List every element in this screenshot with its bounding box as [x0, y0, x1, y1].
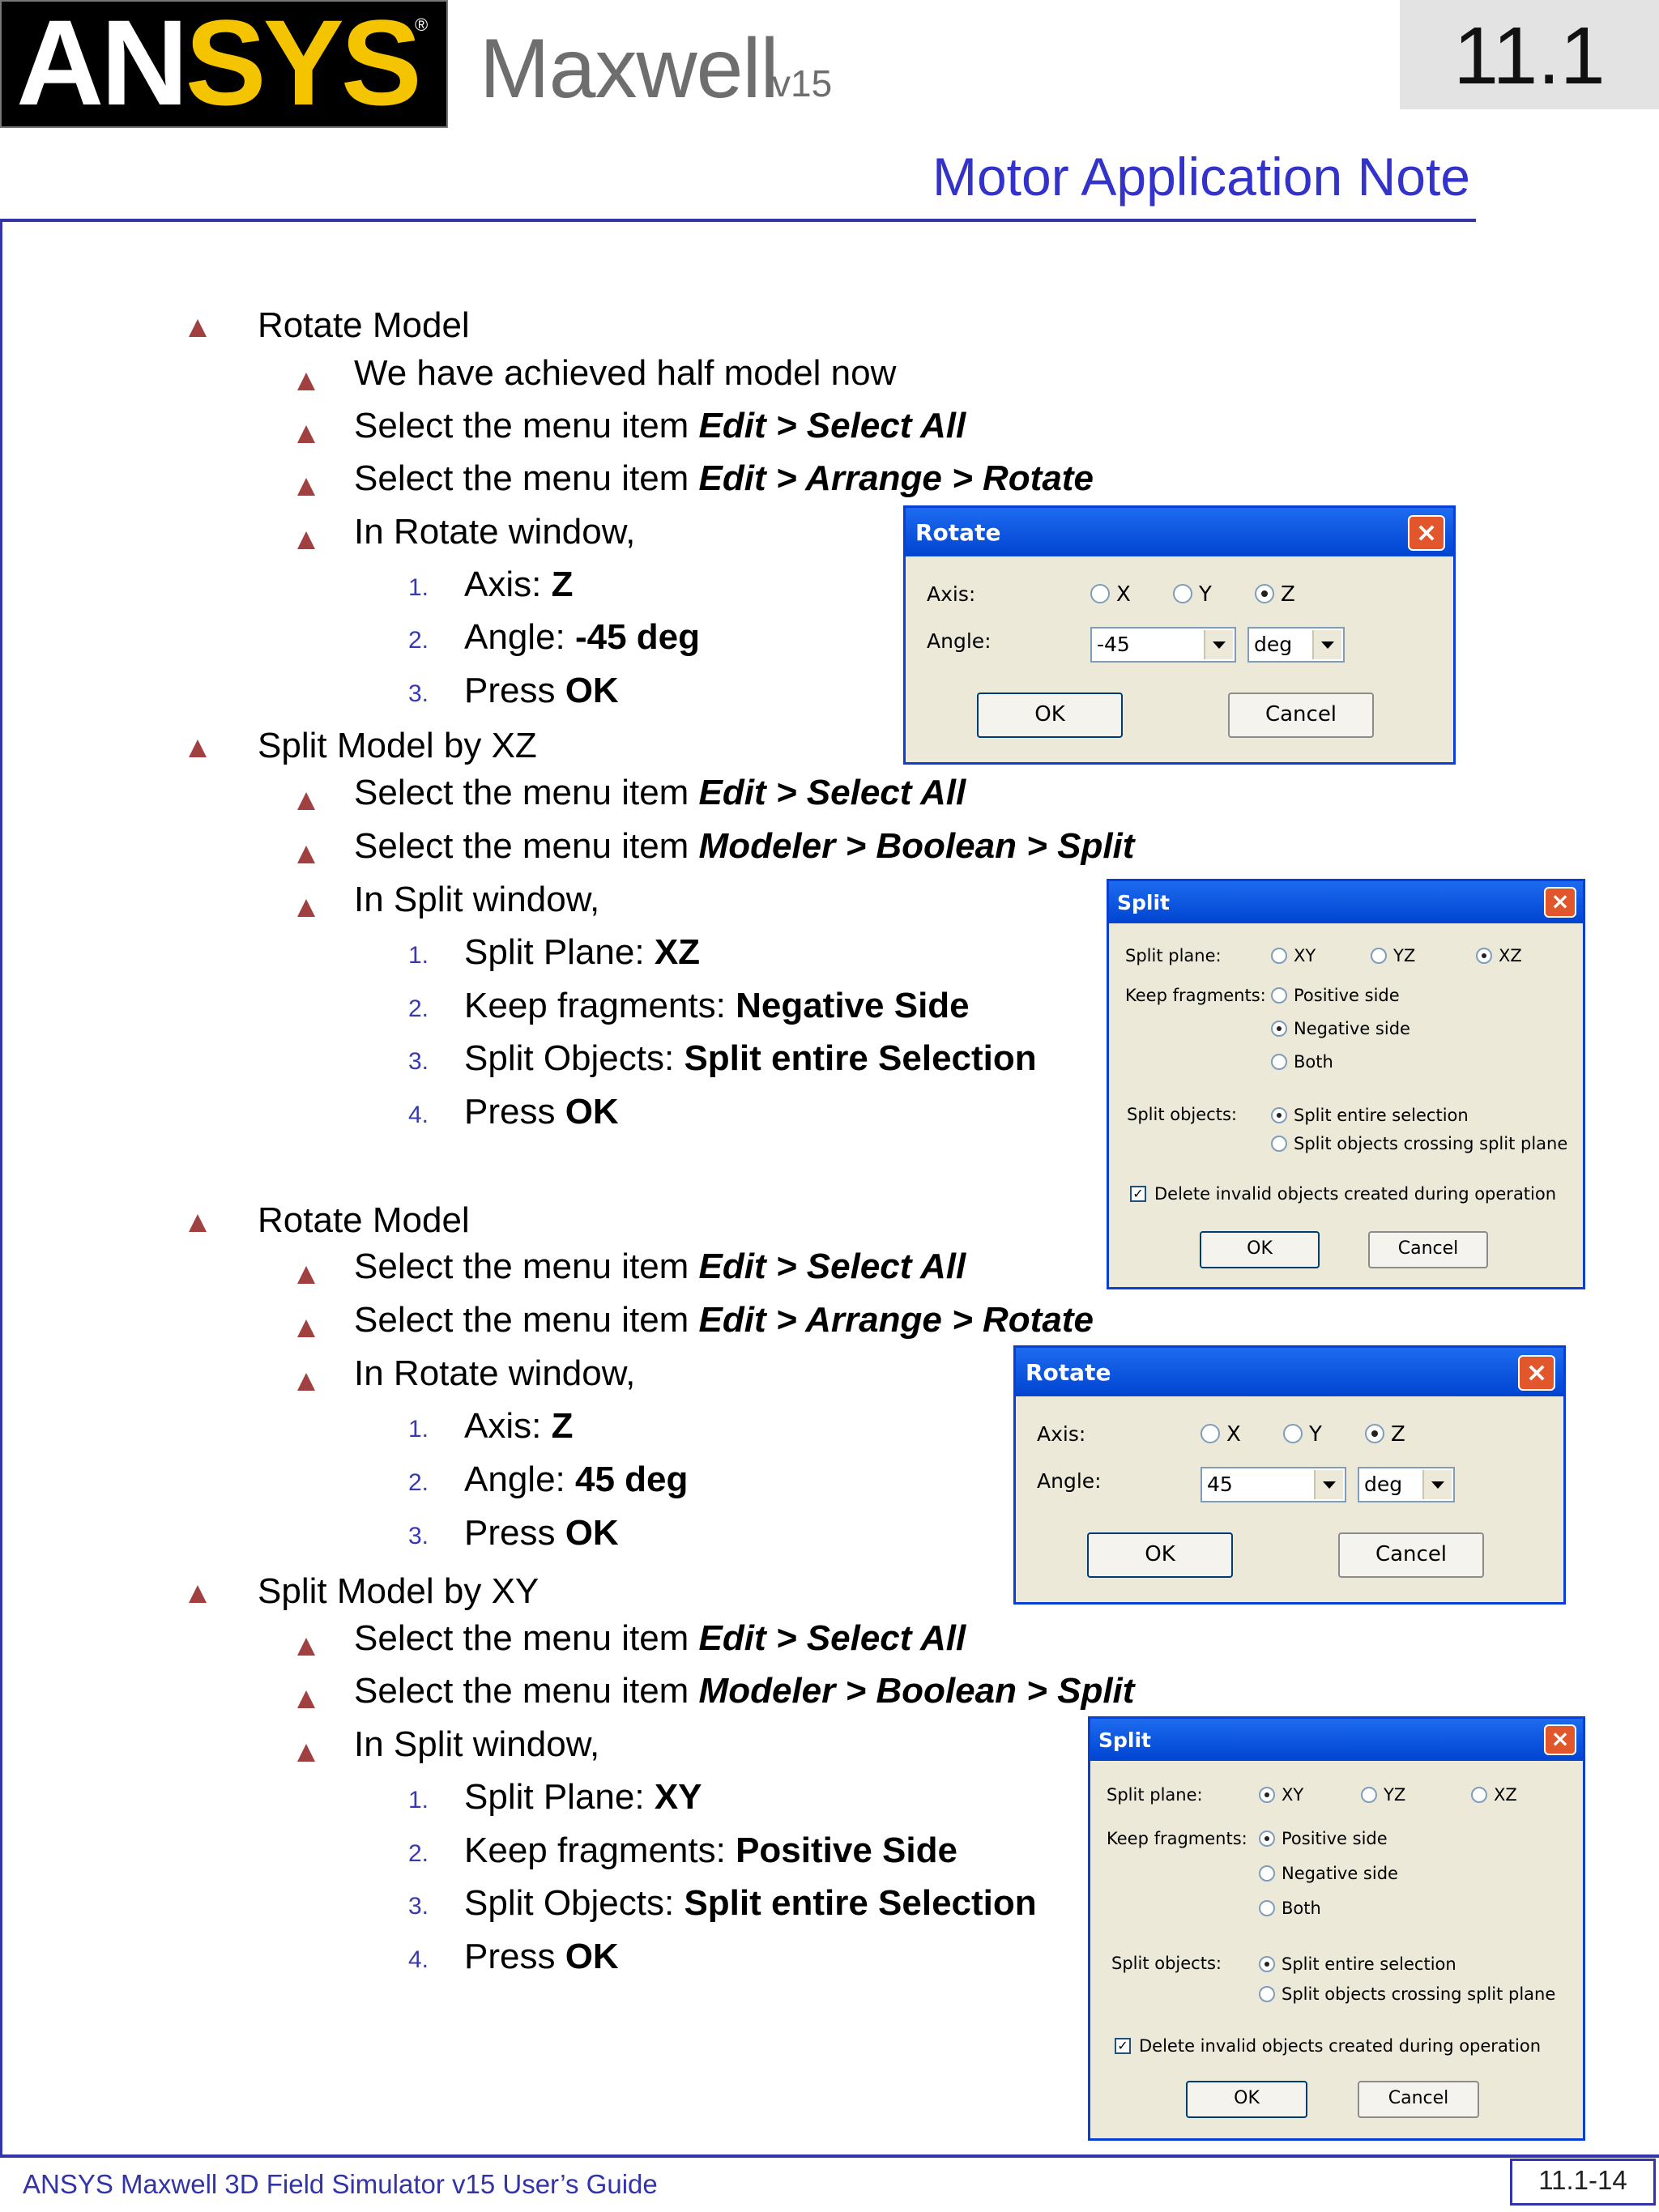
product-version: v15 — [772, 62, 833, 104]
section-title: Rotate Model — [258, 305, 470, 345]
axis-z-radio[interactable] — [1365, 1424, 1384, 1443]
step-number: 3. — [408, 680, 429, 707]
dialog-title: Split — [1098, 1728, 1151, 1752]
ok-button[interactable]: OK — [1200, 1231, 1320, 1268]
bullet-icon — [189, 319, 207, 337]
angle-field[interactable]: -45 — [1090, 627, 1236, 663]
close-icon[interactable]: × — [1408, 515, 1445, 551]
bullet-icon — [297, 1690, 315, 1708]
chevron-down-icon[interactable] — [1314, 1470, 1343, 1499]
bullet-icon — [189, 1585, 207, 1603]
angle-label: Angle: — [927, 629, 992, 653]
keep-both-radio[interactable] — [1259, 1900, 1275, 1916]
ansys-logo-text: ANSYS — [16, 0, 419, 130]
axis-y-label: Y — [1309, 1422, 1322, 1447]
keep-negative-radio[interactable] — [1271, 1021, 1287, 1037]
list-item: Select the menu item Modeler > Boolean > Split — [354, 1671, 1135, 1711]
bullet-icon — [297, 425, 315, 443]
split-dialog: Split × Split plane: XY YZ XZ Keep fragments: Positive side Negative side Both Split objects: Split entire selection Split objects crossing split plane ✓ Delete invalid objects created during operation OK Cancel — [1107, 879, 1585, 1289]
chevron-down-icon[interactable] — [1422, 1470, 1452, 1499]
step-item: Split Objects: Split entire Selection — [464, 1883, 1037, 1923]
menu-path: Modeler > Boolean > Split — [698, 1671, 1135, 1711]
footer-guide-title: ANSYS Maxwell 3D Field Simulator v15 User’s Guide — [23, 2169, 658, 2199]
dialog-title: Split — [1117, 891, 1170, 914]
bullet-icon — [297, 478, 315, 496]
dialog-titlebar — [1090, 1719, 1583, 1761]
bullet-icon — [189, 739, 207, 757]
plane-xy-radio[interactable] — [1259, 1787, 1275, 1803]
split-objects-label: Split objects: — [1111, 1954, 1222, 1973]
step-number: 1. — [408, 1787, 429, 1813]
header-divider — [0, 219, 1476, 222]
chevron-down-icon[interactable] — [1312, 630, 1341, 659]
axis-label: Axis: — [1037, 1422, 1086, 1446]
ok-button[interactable]: OK — [977, 693, 1123, 738]
unit-select[interactable]: deg — [1247, 627, 1345, 663]
rotate-dialog — [903, 505, 1456, 765]
rotate-dialog — [1013, 1345, 1566, 1605]
bullet-icon — [297, 1373, 315, 1391]
delete-invalid-label: Delete invalid objects created during operation — [1139, 2036, 1542, 2056]
bullet-icon — [297, 792, 315, 810]
menu-path: Edit > Select All — [698, 1618, 966, 1658]
cancel-button[interactable]: Cancel — [1358, 2081, 1479, 2118]
axis-z-radio[interactable] — [1255, 584, 1274, 603]
list-item: In Split window, — [354, 1724, 600, 1764]
menu-path: Edit > Select All — [698, 773, 966, 812]
close-icon[interactable]: × — [1544, 1724, 1576, 1755]
step-item: Keep fragments: Negative Side — [464, 986, 970, 1025]
page-title: Motor Application Note — [932, 147, 1470, 207]
step-number: 1. — [408, 1416, 429, 1443]
axis-x-radio[interactable] — [1201, 1424, 1220, 1443]
dialog-titlebar — [1016, 1348, 1563, 1396]
close-icon[interactable]: × — [1544, 887, 1576, 918]
step-number: 2. — [408, 1840, 429, 1867]
split-crossing-radio[interactable] — [1271, 1136, 1287, 1152]
step-number: 1. — [408, 574, 429, 601]
close-icon[interactable]: × — [1518, 1355, 1555, 1391]
bullet-icon — [297, 1266, 315, 1284]
step-item: Split Plane: XY — [464, 1777, 702, 1817]
menu-path: Modeler > Boolean > Split — [698, 826, 1135, 866]
step-item: Press OK — [464, 1092, 619, 1132]
plane-xy-radio[interactable] — [1271, 948, 1287, 964]
plane-yz-radio[interactable] — [1361, 1787, 1377, 1803]
page-number: 11.1-14 — [1538, 2165, 1627, 2195]
axis-y-radio[interactable] — [1283, 1424, 1303, 1443]
step-number: 4. — [408, 1102, 429, 1128]
dialog-title: Rotate — [1026, 1359, 1111, 1386]
section-title: Split Model by XY — [258, 1571, 539, 1611]
keep-fragments-label: Keep fragments: — [1107, 1829, 1247, 1848]
section-title: Rotate Model — [258, 1200, 470, 1240]
bullet-icon — [297, 846, 315, 863]
axis-x-label: X — [1116, 582, 1131, 607]
split-entire-selection-radio[interactable] — [1271, 1107, 1287, 1123]
dialog-titlebar — [906, 508, 1453, 556]
menu-path: Edit > Arrange > Rotate — [698, 458, 1094, 498]
split-crossing-radio[interactable] — [1259, 1986, 1275, 2002]
dialog-titlebar — [1109, 881, 1583, 923]
bullet-icon — [297, 1319, 315, 1337]
chapter-number: 11.1 — [1453, 11, 1606, 101]
step-item: Axis: Z — [464, 565, 574, 604]
bullet-icon — [297, 1638, 315, 1656]
angle-label: Angle: — [1037, 1469, 1102, 1493]
step-item: Keep fragments: Positive Side — [464, 1831, 957, 1870]
list-item: Select the menu item Edit > Arrange > Rotate — [354, 458, 1094, 498]
bullet-icon — [297, 899, 315, 917]
plane-xz-radio[interactable] — [1476, 948, 1492, 964]
list-item: Select the menu item Edit > Arrange > Rotate — [354, 1300, 1094, 1340]
registered-mark: ® — [415, 15, 429, 35]
step-item: Press OK — [464, 1937, 619, 1976]
step-item: Split Objects: Split entire Selection — [464, 1038, 1037, 1078]
unit-select[interactable]: deg — [1358, 1467, 1455, 1502]
menu-path: Edit > Select All — [698, 1247, 966, 1286]
plane-yz-radio[interactable] — [1371, 948, 1387, 964]
bullet-icon — [297, 1744, 315, 1762]
step-item: Press OK — [464, 1513, 619, 1553]
ok-button[interactable]: OK — [1186, 2081, 1307, 2118]
step-item: Angle: -45 deg — [464, 617, 701, 657]
keep-positive-radio[interactable] — [1271, 987, 1287, 1004]
menu-path: Edit > Arrange > Rotate — [698, 1300, 1094, 1340]
step-number: 1. — [408, 942, 429, 969]
list-item: Select the menu item Edit > Select All — [354, 406, 966, 445]
split-objects-label: Split objects: — [1127, 1105, 1237, 1124]
bullet-icon — [189, 1214, 207, 1232]
delete-invalid-label: Delete invalid objects created during operation — [1154, 1184, 1557, 1204]
axis-z-label: Z — [1391, 1422, 1405, 1447]
list-item: Select the menu item Edit > Select All — [354, 1618, 966, 1658]
step-number: 2. — [408, 1469, 429, 1496]
axis-y-label: Y — [1199, 582, 1212, 607]
cancel-button[interactable]: Cancel — [1228, 693, 1374, 738]
list-item: Select the menu item Edit > Select All — [354, 773, 966, 812]
list-item: In Rotate window, — [354, 512, 636, 552]
axis-y-radio[interactable] — [1173, 584, 1192, 603]
menu-path: Edit > Select All — [698, 406, 966, 445]
list-item: Select the menu item Modeler > Boolean > Split — [354, 826, 1135, 866]
list-item: Select the menu item Edit > Select All — [354, 1247, 966, 1286]
delete-invalid-checkbox[interactable]: ✓ — [1130, 1186, 1146, 1202]
split-plane-label: Split plane: — [1107, 1785, 1203, 1805]
keep-fragments-label: Keep fragments: — [1125, 986, 1266, 1005]
dialog-title: Rotate — [915, 519, 1001, 546]
keep-positive-radio[interactable] — [1259, 1831, 1275, 1847]
list-item: We have achieved half model now — [354, 353, 897, 393]
bullet-icon — [297, 373, 315, 390]
product-name: Maxwell — [480, 22, 778, 116]
keep-negative-radio[interactable] — [1259, 1865, 1275, 1882]
bullet-icon — [297, 531, 315, 549]
split-plane-label: Split plane: — [1125, 946, 1222, 965]
section-title: Split Model by XZ — [258, 726, 537, 765]
left-border — [0, 219, 2, 2154]
chevron-down-icon[interactable] — [1204, 630, 1233, 659]
step-number: 3. — [408, 1048, 429, 1075]
step-number: 2. — [408, 627, 429, 654]
axis-z-label: Z — [1281, 582, 1295, 607]
keep-both-radio[interactable] — [1271, 1054, 1287, 1070]
step-item: Axis: Z — [464, 1406, 574, 1446]
step-item: Angle: 45 deg — [464, 1460, 689, 1499]
cancel-button[interactable]: Cancel — [1338, 1532, 1484, 1578]
footer-divider — [0, 2154, 1659, 2158]
ok-button[interactable]: OK — [1087, 1532, 1233, 1578]
list-item: In Rotate window, — [354, 1353, 636, 1393]
step-number: 2. — [408, 995, 429, 1022]
cancel-button[interactable]: Cancel — [1368, 1231, 1488, 1268]
step-item: Press OK — [464, 671, 619, 710]
step-number: 3. — [408, 1523, 429, 1549]
angle-field[interactable]: 45 — [1201, 1467, 1346, 1502]
split-dialog: Split × Split plane: XY YZ XZ Keep fragments: Positive side Negative side Both Split objects: Split entire selection Split objects crossing split plane ✓ Delete invalid objects created during operation OK Cancel — [1088, 1716, 1585, 2141]
axis-x-label: X — [1226, 1422, 1241, 1447]
delete-invalid-checkbox[interactable]: ✓ — [1115, 2038, 1131, 2054]
list-item: In Split window, — [354, 880, 600, 919]
step-item: Split Plane: XZ — [464, 932, 701, 972]
axis-label: Axis: — [927, 582, 976, 606]
step-number: 4. — [408, 1946, 429, 1973]
split-entire-selection-radio[interactable] — [1259, 1956, 1275, 1972]
axis-x-radio[interactable] — [1090, 584, 1110, 603]
plane-xz-radio[interactable] — [1471, 1787, 1487, 1803]
step-number: 3. — [408, 1893, 429, 1920]
